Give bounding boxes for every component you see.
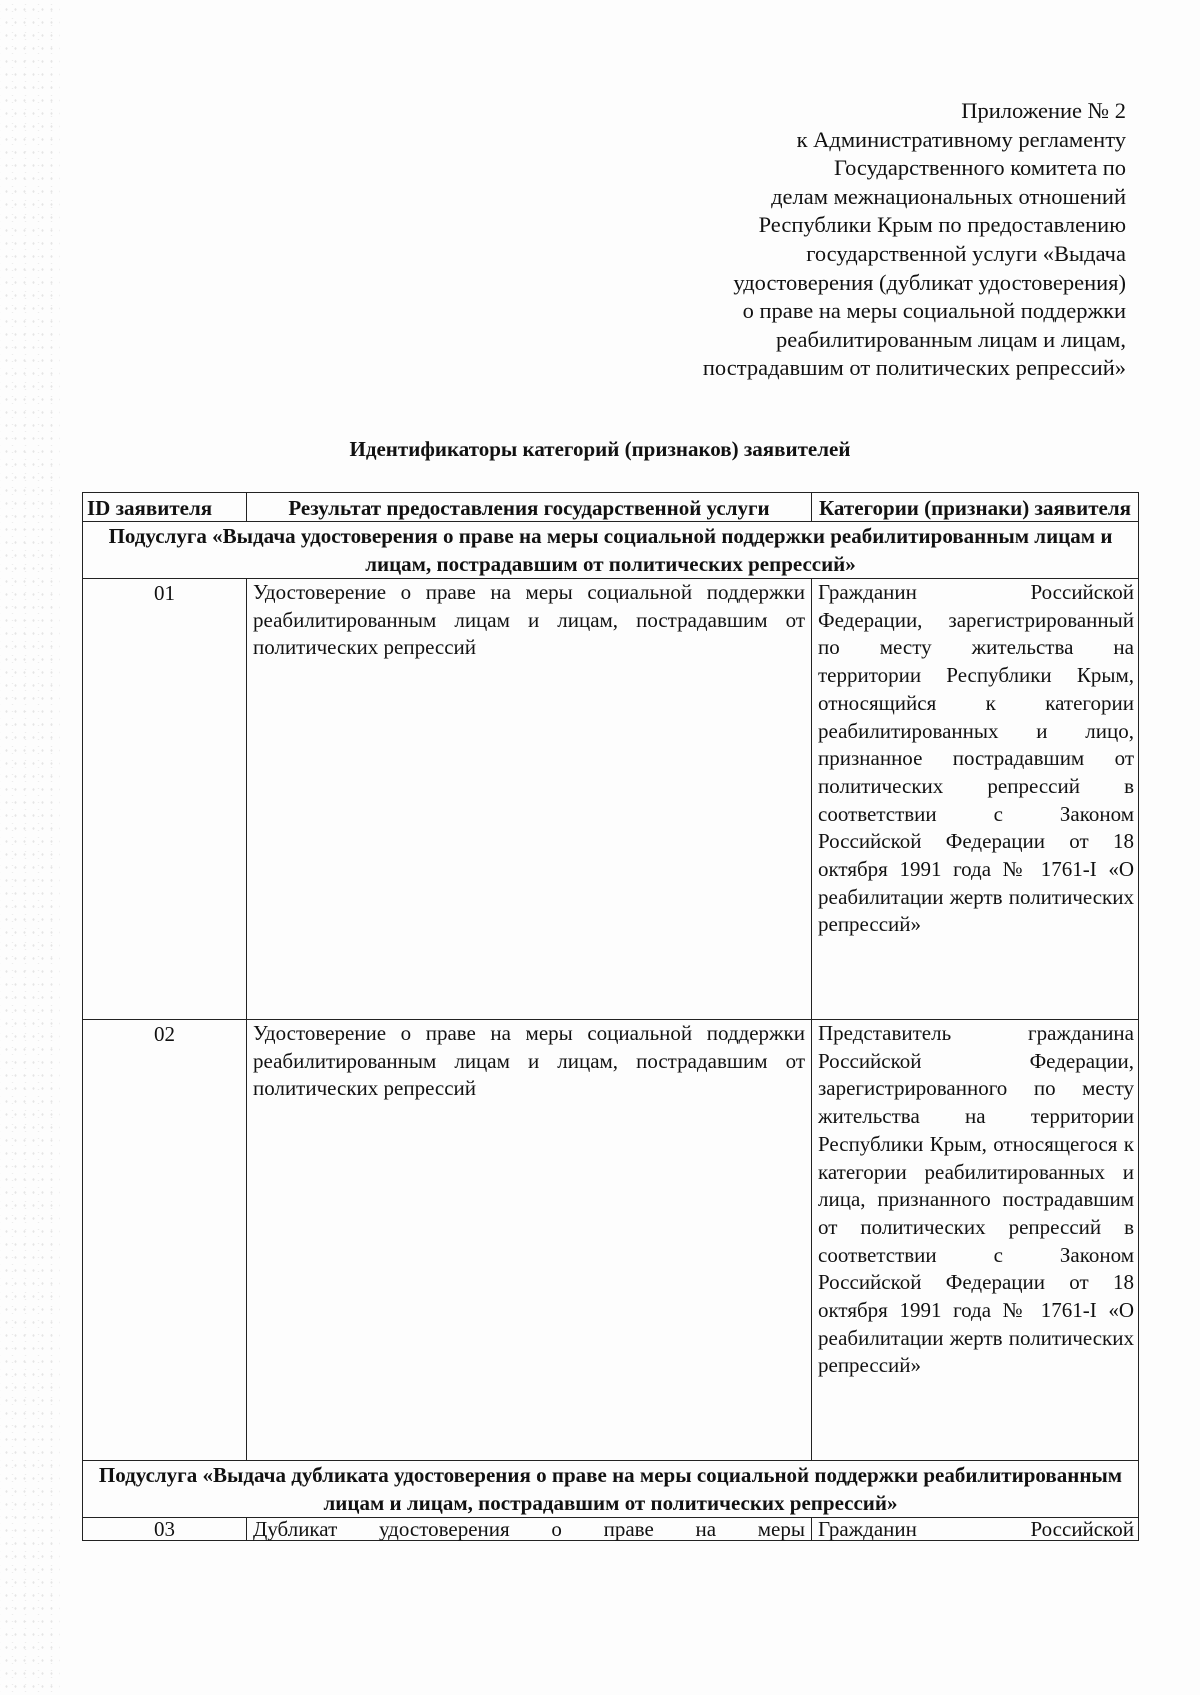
subservice-row: [83, 1461, 1139, 1518]
appendix-line: о праве на меры социальной поддержки: [742, 298, 1126, 324]
appendix-line: пострадавшим от политических репрессий»: [702, 355, 1126, 381]
appendix-line: реабилитированным лицам и лицам,: [776, 326, 1126, 352]
subservice-row: [83, 522, 1139, 579]
row-category: Представитель гражданина Российской Федерации, зарегистрированного по месту жительства на территории Республики Крым, относящегося к категории реабилитированных и лица, признанного пострадавшим от политических репрессий в соответствии с Законом Российской Федерации от 18 октября 1991 года № 1761-I «О реабилитации жертв политических репрессий»: [812, 1020, 1139, 1461]
appendix-line: делам межнациональных отношений: [771, 183, 1126, 209]
document-title: Идентификаторы категорий (признаков) заявителей: [349, 437, 851, 461]
table-row: [83, 579, 1139, 1020]
appendix-line: к Административному регламенту: [796, 126, 1126, 152]
row-category: Гражданин Российской: [812, 1518, 1139, 1541]
row-id: 02: [83, 1020, 247, 1461]
table-row: [83, 1020, 1139, 1461]
row-result: Удостоверение о праве на меры социальной поддержки реабилитированным лицам и лицам, пострадавшим от политических репрессий: [247, 579, 812, 1020]
table-header-row: [83, 493, 1139, 522]
subservice-2-title: Подуслуга «Выдача дубликата удостоверения о праве на меры социальной поддержки реабилитированным лицам и лицам, пострадавшим от политических репрессий»: [83, 1461, 1139, 1518]
subservice-1-title: Подуслуга «Выдача удостоверения о праве на меры социальной поддержки реабилитированным лицам и лицам, пострадавшим от политических репрессий»: [83, 522, 1139, 579]
row-result: Дубликат удостоверения о праве на меры: [247, 1518, 812, 1541]
appendix-line: Государственного комитета по: [834, 155, 1126, 181]
row-id: 01: [83, 579, 247, 1020]
appendix-header: [703, 97, 1126, 383]
scan-artifact: [0, 0, 60, 1695]
header-id: ID заявителя: [83, 493, 247, 522]
row-result: Удостоверение о праве на меры социальной поддержки реабилитированным лицам и лицам, пострадавшим от политических репрессий: [247, 1020, 812, 1461]
row-id: 03: [83, 1518, 247, 1541]
appendix-line: Республики Крым по предоставлению: [758, 212, 1126, 238]
applicant-categories-table: [82, 492, 1139, 1541]
appendix-line: государственной услуги «Выдача: [806, 240, 1126, 266]
header-result: Результат предоставления государственной услуги: [247, 493, 812, 522]
table-row: [83, 1518, 1139, 1541]
header-category: Категории (признаки) заявителя: [812, 493, 1139, 522]
appendix-line: Приложение № 2: [961, 98, 1126, 123]
appendix-line: удостоверения (дубликат удостоверения): [733, 269, 1126, 295]
row-category: Гражданин Российской Федерации, зарегистрированный по месту жительства на территории Республики Крым, относящийся к категории реабилитированных и лицо, признанное пострадавшим от политических репрессий в соответствии с Законом Российской Федерации от 18 октября 1991 года № 1761-I «О реабилитации жертв политических репрессий»: [812, 579, 1139, 1020]
